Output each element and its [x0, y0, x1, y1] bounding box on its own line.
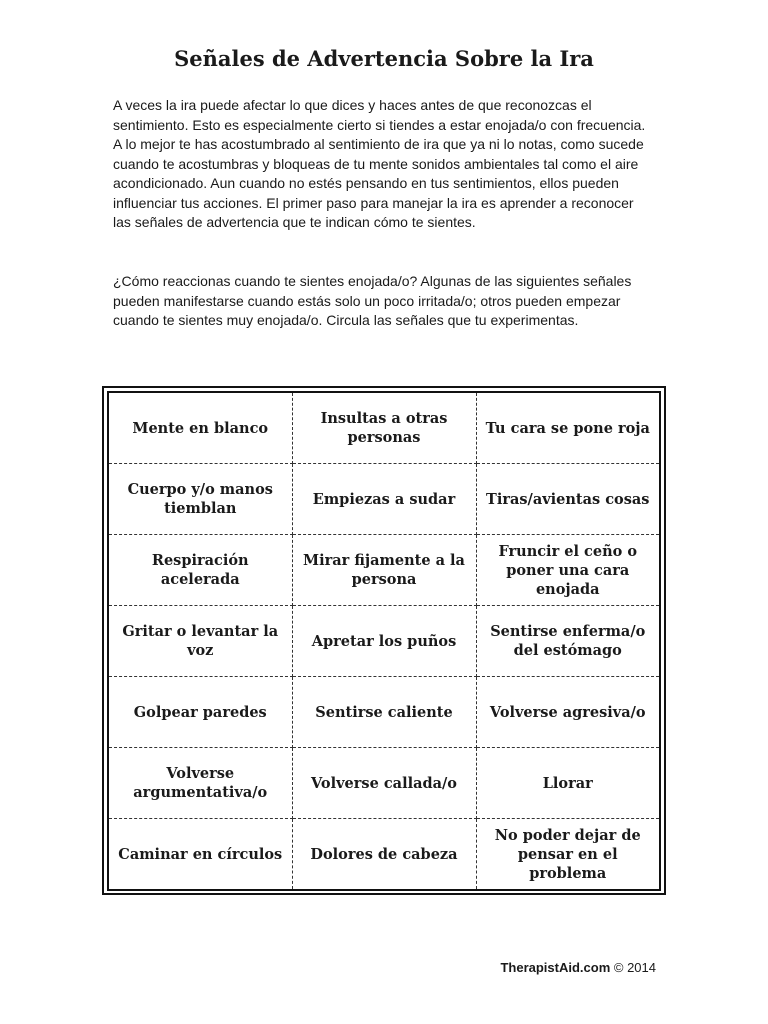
sign-cell: Tiras/avientas cosas [476, 464, 660, 535]
sign-cell: Volverse callada/o [292, 748, 476, 819]
sign-cell: Fruncir el ceño o poner una cara enojada [476, 535, 660, 606]
sign-cell: Empiezas a sudar [292, 464, 476, 535]
sign-cell: Sentirse caliente [292, 677, 476, 748]
page-title: Señales de Advertencia Sobre la Ira [174, 46, 594, 71]
intro-paragraph-1: A veces la ira puede afectar lo que dices y haces antes de que reconozcas el sentimiento. Esto es especialmente cierto si tiendes a estar enojada/o con frecuencia. A lo mejor te has acostumbrado al sentimiento de ira que ya ni lo notas, como sucede cuando te acostumbras y bloqueas de tu mente sonidos ambientales tal como el aire acondicionado. Aun cuando no estés pensando en tus sentimientos, ellos pueden influenciar tus acciones. El primer paso para manejar la ira es aprender a reconocer las señales de advertencia que te indican cómo te sientes. [113, 97, 646, 230]
table-row [108, 535, 660, 606]
footer-copyright: © 2014 [613, 960, 656, 975]
table-row [108, 677, 660, 748]
table-row [108, 606, 660, 677]
sign-cell: Dolores de cabeza [292, 819, 476, 891]
sign-cell: Volverse argumentativa/o [108, 748, 292, 819]
footer-credit [500, 960, 656, 975]
table-row [108, 392, 660, 464]
sign-cell: Insultas a otras personas [292, 392, 476, 464]
table-row [108, 748, 660, 819]
sign-cell: No poder dejar de pensar en el problema [476, 819, 660, 891]
sign-cell: Respiración acelerada [108, 535, 292, 606]
sign-cell: Caminar en círculos [108, 819, 292, 891]
sign-cell: Volverse agresiva/o [476, 677, 660, 748]
sign-cell: Cuerpo y/o manos tiemblan [108, 464, 292, 535]
warning-signs-frame [102, 386, 666, 895]
table-row [108, 819, 660, 891]
footer-brand: TherapistAid.com [500, 960, 611, 975]
sign-cell: Llorar [476, 748, 660, 819]
intro-paragraph-2: ¿Cómo reaccionas cuando te sientes enojada/o? Algunas de las siguientes señales pueden manifestarse cuando estás solo un poco irritada/o; otros pueden empezar cuando te sientes muy enojada/o. Circula las señales que tu experimentas. [113, 273, 632, 328]
sign-cell: Mirar fijamente a la persona [292, 535, 476, 606]
sign-cell: Tu cara se pone roja [476, 392, 660, 464]
warning-signs-table [107, 391, 661, 891]
table-row [108, 464, 660, 535]
sign-cell: Sentirse enferma/o del estómago [476, 606, 660, 677]
sign-cell: Golpear paredes [108, 677, 292, 748]
sign-cell: Gritar o levantar la voz [108, 606, 292, 677]
sign-cell: Mente en blanco [108, 392, 292, 464]
sign-cell: Apretar los puños [292, 606, 476, 677]
